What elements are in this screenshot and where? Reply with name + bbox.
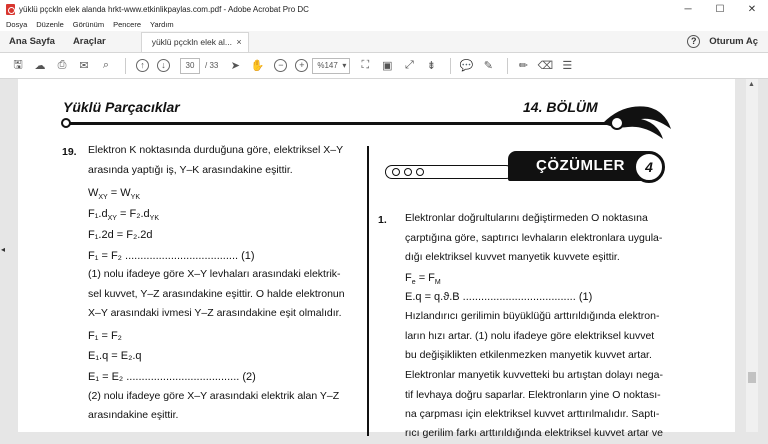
- left-panel-strip: [0, 79, 10, 432]
- formula-line: $F_e = F_M$: [405, 272, 441, 287]
- comment-icon[interactable]: 💬: [459, 60, 474, 72]
- text-line: arasındakine eşittir.: [88, 409, 179, 421]
- minimize-button[interactable]: ─: [684, 4, 692, 15]
- upload-cloud-icon[interactable]: ☁: [34, 60, 46, 72]
- right-panel-strip: [758, 79, 768, 432]
- window-title: yüklü pçckln elek alanda hrkt-www.etkinlikpaylas.com.pdf - Adobe Acrobat Pro DC: [19, 5, 309, 14]
- highlight-icon[interactable]: ✎: [483, 60, 493, 72]
- page-header-chapter: 14. BÖLÜM: [523, 99, 598, 115]
- scrollbar-thumb[interactable]: [748, 372, 756, 383]
- print-icon[interactable]: ⎙: [57, 59, 67, 71]
- tab-bar: [0, 31, 768, 53]
- text-line: Hızlandırıcı gerilimin büyüklüğü arttırıldığında elektron-: [405, 310, 660, 322]
- vertical-scrollbar[interactable]: [746, 79, 758, 432]
- text-line: (2) nolu ifadeye göre X–Y arasındaki elektrik alan Y–Z: [88, 390, 340, 402]
- text-line: rıcı gerilim farkı arttırıldığında elektriksel kuvvet artar ve: [405, 427, 663, 439]
- header-rule-dot: [61, 118, 71, 128]
- zoom-select[interactable]: %147 ▾: [312, 58, 350, 74]
- eraser-icon[interactable]: ⌫: [537, 60, 554, 72]
- toolbar-separator: [507, 58, 508, 74]
- zoom-in-icon[interactable]: +: [295, 59, 308, 72]
- formula-line: F₁ = F₂: [88, 330, 122, 342]
- text-line: sel kuvvet, Y–Z arasındakine eşittir. O halde elektronun: [88, 288, 345, 300]
- chapter-swoosh-decoration: [603, 101, 673, 143]
- text-line: Elektronlar manyetik kuvvetteki bu artıştan dolayı nega-: [405, 369, 663, 381]
- search-icon[interactable]: ⌕: [102, 59, 110, 71]
- menu-file[interactable]: Dosya: [6, 20, 28, 29]
- tab-home[interactable]: Ana Sayfa: [9, 36, 55, 47]
- formula-line: F₁ = F₂ ..................................... (1): [88, 250, 255, 262]
- previous-page-icon[interactable]: ↑: [136, 59, 149, 72]
- tab-tools[interactable]: Araçlar: [72, 36, 106, 47]
- toolbar-separator: [450, 58, 451, 74]
- menu-help[interactable]: Yardım: [150, 20, 174, 29]
- scroll-up-icon[interactable]: ▲: [748, 81, 755, 88]
- page-number-input[interactable]: 30: [180, 58, 200, 74]
- lines-tool-icon[interactable]: ☰: [562, 60, 573, 72]
- expand-left-panel-icon[interactable]: ◂: [1, 245, 6, 254]
- email-icon[interactable]: ✉: [79, 60, 89, 72]
- zoom-out-icon[interactable]: −: [274, 59, 287, 72]
- text-line: ların hızı artar. (1) nolu ifadeye göre elektriksel kuvvet: [405, 330, 655, 342]
- main-toolbar: [0, 53, 768, 79]
- select-cursor-icon[interactable]: ➤: [230, 60, 240, 72]
- tab-document-label: yüklü pçckln elek al...: [151, 37, 233, 47]
- window-titlebar: [0, 0, 768, 19]
- close-tab-icon[interactable]: ×: [236, 37, 242, 47]
- next-page-icon[interactable]: ↓: [157, 59, 170, 72]
- question-number: 1.: [378, 214, 387, 226]
- page-total: / 33: [205, 61, 219, 70]
- maximize-button[interactable]: ☐: [715, 4, 725, 15]
- text-line: dığı elektriksel kuvvet manyetik kuvvete eşittir.: [405, 251, 620, 263]
- text-line: bu değişiklikten etkilenmezken manyetik kuvvet artar.: [405, 349, 652, 361]
- menu-window[interactable]: Pencere: [113, 20, 141, 29]
- help-icon[interactable]: ?: [687, 35, 700, 48]
- fit-width-icon[interactable]: ▣: [382, 60, 393, 72]
- formula-line: $W_{XY} = W_{YK}$: [88, 187, 140, 202]
- text-line: tif levhaya doğru saparlar. Elektronların yine O noktası-: [405, 389, 661, 401]
- scroll-mode-icon[interactable]: ⇟: [426, 60, 436, 72]
- acrobat-pdf-icon: [6, 4, 15, 15]
- window-controls: [672, 0, 768, 19]
- menu-bar: [0, 19, 768, 31]
- text-line: Elektron K noktasında durduğuna göre, elektriksel X–Y: [88, 144, 344, 156]
- account-area: [687, 31, 758, 52]
- formula-line: E₁.q = E₂.q: [88, 350, 142, 362]
- tab-document[interactable]: [141, 32, 249, 52]
- hand-tool-icon[interactable]: ✋: [250, 60, 265, 72]
- column-divider: [367, 146, 369, 436]
- close-window-button[interactable]: ✕: [747, 4, 757, 15]
- save-icon[interactable]: 🖫: [13, 59, 23, 71]
- draw-icon[interactable]: ✏: [518, 60, 528, 72]
- solutions-pill-decoration: [385, 165, 513, 179]
- full-screen-icon[interactable]: ⤢: [404, 59, 414, 71]
- formula-line: E.q = q.ϑ.B ..................................... (1): [405, 291, 593, 303]
- text-line: X–Y arasındaki ivmesi Y–Z arasındakine eşit olmalıdır.: [88, 307, 342, 319]
- formula-line: E₁ = E₂ ..................................... (2): [88, 371, 256, 383]
- header-rule: [66, 122, 626, 125]
- question-number: 19.: [62, 146, 77, 158]
- page-header-title: Yüklü Parçacıklar: [63, 99, 180, 115]
- signin-button[interactable]: Oturum Aç: [709, 36, 758, 47]
- text-line: arasında yaptığı iş, Y–K arasındakine eşittir.: [88, 164, 293, 176]
- menu-view[interactable]: Görünüm: [72, 20, 105, 29]
- text-line: na çarpması için elektriksel kuvvet arttırılmalıdır. Saptı-: [405, 408, 660, 420]
- solutions-banner: ÇÖZÜMLER: [508, 151, 654, 181]
- solutions-number-badge: 4: [633, 151, 665, 183]
- pdf-page: [18, 79, 735, 439]
- toolbar-separator: [125, 58, 126, 74]
- text-line: Elektronlar doğrultularını değiştirmeden O noktasına: [405, 212, 648, 224]
- text-line: çarptığına göre, saptırıcı levhaların elektronlara uygula-: [405, 232, 663, 244]
- formula-line: $F_1.d_{XY} = F_2.d_{YK}$: [88, 208, 159, 223]
- menu-edit[interactable]: Düzenle: [36, 20, 64, 29]
- fit-page-icon[interactable]: ⛶: [361, 59, 370, 71]
- formula-line: F₁.2d = F₂.2d: [88, 229, 153, 241]
- text-line: (1) nolu ifadeye göre X–Y levhaları arasındaki elektrik-: [88, 268, 341, 280]
